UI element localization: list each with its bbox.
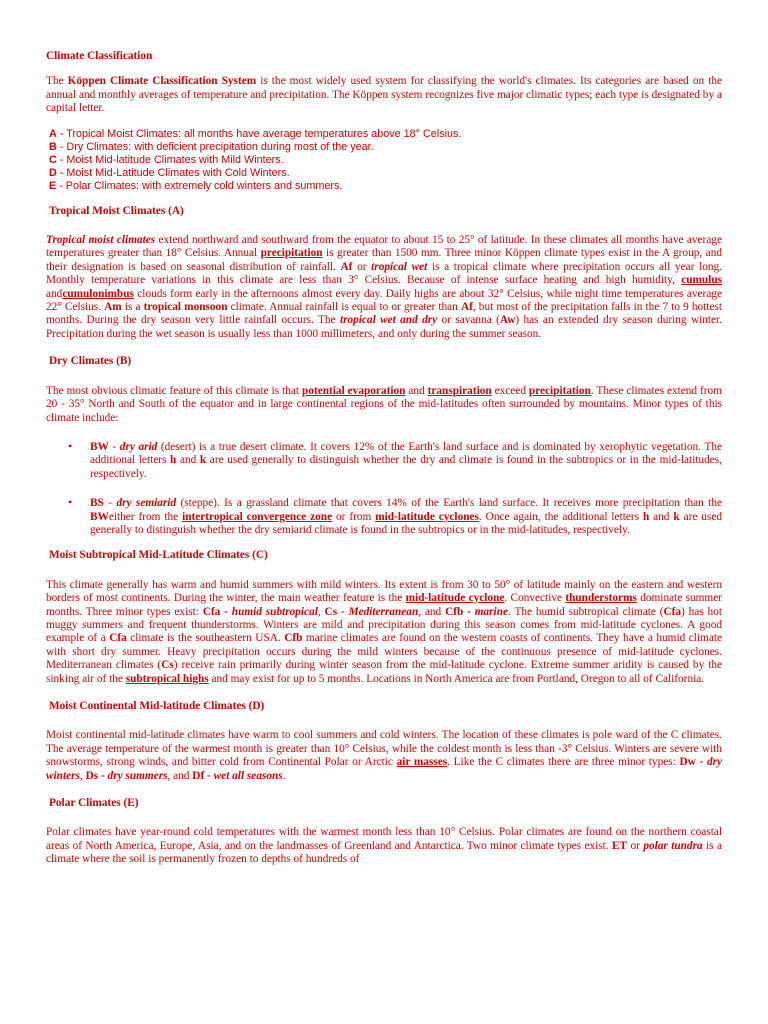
- tropical-paragraph: [46, 234, 722, 341]
- text: , and: [418, 605, 446, 618]
- term: marine: [474, 605, 508, 618]
- code: Cfb: [445, 605, 464, 618]
- type-description: - Dry Climates: with deficient precipitation during most of the year.: [56, 140, 374, 153]
- code: h: [642, 510, 650, 523]
- document-body: [46, 50, 722, 867]
- section-heading-dry: Dry Climates (B): [49, 355, 132, 368]
- text: Polar climates have year-round cold temperatures with the warmest month less than 10° Celsius. Polar climates are found on the northern coastal areas of North America, Europe, Asia, and on the landmasses of Greenland and Antarctica. Two minor climate types exist.: [46, 826, 722, 852]
- text: dominate summer months. Three minor types exist:: [46, 592, 722, 618]
- section-heading-tropical: Tropical Moist Climates (A): [49, 204, 184, 217]
- term: dry summers: [107, 769, 168, 782]
- term: dry semiarid: [116, 497, 177, 510]
- text: is a climate where the soil is permanently frozen to depths of hundreds of: [46, 839, 722, 866]
- type-letter: E: [49, 179, 57, 192]
- text: is a tropical climate where precipitation occurs all year long. Monthly temperature variations in this climate are less than 3° Celsius. Because of intense surface heating and high humidity,: [46, 260, 722, 287]
- text: or: [352, 260, 372, 273]
- climate-type-e: [46, 180, 722, 193]
- code: BS: [90, 497, 104, 510]
- list-item-bw: [46, 438, 723, 481]
- term: dry winters: [46, 756, 722, 782]
- text: are used generally to distinguish whether the dry and climate is found in the subtropics or in the mid-latitudes, respectively.: [90, 454, 723, 480]
- term: tropical wet and dry: [339, 314, 438, 327]
- term: Mediterranean: [348, 605, 419, 618]
- text: clouds form early in the afternoons almost every day. Daily highs are about 32° Celsius, while night time temperatures average 22° Celsius.: [46, 287, 722, 314]
- text: and: [176, 454, 200, 467]
- text: The: [46, 75, 68, 88]
- text: (steppe). Is a grassland climate that covers 14% of the Earth's land surface. It receives more precipitation than the: [176, 497, 722, 510]
- code: ET: [612, 839, 628, 852]
- text: -: [98, 769, 108, 782]
- link-air-masses[interactable]: air masses: [396, 756, 448, 769]
- term: polar tundra: [643, 839, 703, 852]
- link-precipitation[interactable]: precipitation: [260, 247, 323, 260]
- text: . Convective: [504, 592, 566, 605]
- code: Cfa: [663, 605, 682, 618]
- text: is the most widely used system for classifying the world's climates. Its categories are based on the annual and monthly averages of temperature and precipitation. The Köppen system recognizes five major climatic types; each type is designated by a capital letter.: [46, 75, 723, 115]
- code: Cfa: [202, 605, 221, 618]
- dry-subtypes-list: [46, 438, 723, 537]
- climate-type-list: [46, 128, 722, 193]
- section-heading-continental: Moist Continental Mid-latitude Climates (D): [49, 700, 265, 712]
- code: Df: [192, 769, 205, 782]
- text: -: [204, 769, 214, 782]
- text: -: [220, 605, 232, 618]
- text: The most obvious climatic feature of this climate is that: [46, 384, 303, 397]
- text: and: [46, 287, 63, 300]
- code: BW: [90, 440, 109, 453]
- term: tropical monsoon: [143, 301, 228, 314]
- text: and may exist for up to 5 months. Locations in North America are from Portland, Oregon to all of California.: [208, 672, 705, 685]
- code: Cfa: [109, 632, 127, 645]
- bullet-icon: •: [68, 495, 73, 510]
- text: extend northward and southward from the equator to about 15 to 25° of latitude. In these climates all months have average temperatures greater than 18° Celsius. Annual: [46, 234, 722, 260]
- type-letter: B: [49, 140, 57, 153]
- link-intertropical-convergence-zone[interactable]: intertropical convergence zone: [182, 510, 333, 523]
- text: ,: [79, 769, 86, 782]
- climate-type-d: [46, 167, 722, 180]
- text: . Like the C climates there are three minor types:: [447, 756, 680, 769]
- term: dry arid: [119, 440, 158, 453]
- text: . Once again, the additional letters: [478, 510, 643, 523]
- text: marine climates are found on the western coasts of continents. They have a humid climate with short dry summer. Heavy precipitation occurs during the mild winters because of the continuous presence of mid-latitude cyclones. Mediterranean climates (: [46, 632, 722, 672]
- link-cumulonimbus[interactable]: cumulonimbus: [62, 287, 134, 300]
- text: -: [108, 440, 120, 453]
- dry-paragraph: [46, 385, 722, 425]
- term: wet all seasons: [213, 769, 283, 782]
- code: Aw: [499, 314, 516, 327]
- text: (desert) is a true desert climate. It covers 12% of the Earth's land surface and is dominated by xerophytic vegetation. The additional letters: [90, 440, 722, 467]
- text: or savanna (: [437, 314, 500, 327]
- type-description: - Moist Mid-latitude Climates with Mild Winters.: [56, 153, 284, 166]
- subtropical-paragraph: [46, 579, 722, 686]
- code: Ds: [85, 769, 99, 782]
- term: humid subtropical: [231, 605, 318, 618]
- link-potential-evaporation[interactable]: potential evaporation: [302, 384, 406, 397]
- link-mid-latitude-cyclones[interactable]: mid-latitude cyclones: [375, 510, 479, 523]
- type-letter: A: [49, 127, 57, 140]
- code: Cs: [161, 659, 174, 672]
- link-mid-latitude-cyclone[interactable]: mid-latitude cyclone: [405, 592, 505, 605]
- term: tropical wet: [371, 260, 428, 273]
- code: k: [673, 510, 680, 523]
- type-description: - Tropical Moist Climates: all months have average temperatures above 18° Celsius.: [56, 127, 462, 140]
- bullet-icon: •: [68, 438, 73, 453]
- text: .: [282, 769, 286, 782]
- climate-type-c: [46, 154, 722, 167]
- text: . These climates extend from 20 - 35° North and South of the equator and in large continental regions of the mid-latitudes often surrounded by mountains. Minor types of this climate include:: [46, 384, 722, 424]
- text: is a: [121, 301, 144, 314]
- section-heading-subtropical: Moist Subtropical Mid-Latitude Climates (C): [49, 549, 268, 562]
- term: Tropical moist climates: [46, 234, 156, 247]
- text: and: [649, 510, 674, 523]
- text: ,: [317, 605, 325, 618]
- code: h: [170, 454, 177, 467]
- link-transpiration[interactable]: transpiration: [427, 384, 492, 397]
- type-letter: C: [49, 153, 57, 166]
- document-title: Climate Classification: [46, 50, 153, 62]
- code: Dw: [679, 756, 696, 769]
- text: either from the: [108, 510, 183, 523]
- polar-paragraph: [46, 826, 722, 866]
- text: -: [103, 497, 117, 510]
- type-letter: D: [49, 166, 57, 179]
- text: ) has an extended dry season during winter. Precipitation during the wet season is usually less than 1000 millimeters, and only during the summer season.: [46, 314, 722, 340]
- text: are used generally to distinguish whether the dry semiarid climate is found in the subtropics or in the mid-latitudes, respectively.: [90, 510, 722, 536]
- text: . The humid subtropical climate (: [508, 605, 664, 618]
- climate-type-b: [46, 141, 722, 154]
- text: climate. Annual rainfall is equal to or greater than: [227, 301, 461, 314]
- text: Moist continental mid-latitude climates have warm to cool summers and cold winters. The location of these climates is pole ward of the C climates. The average temperature of the warmest month is greater than 10° Celsius, while the coldest month is less than -3° Celsius. Winters are severe with snowstorms, strong winds, and bitter cold from Continental Polar or Arctic: [46, 729, 722, 769]
- code: Cs: [324, 605, 338, 618]
- code: BW: [90, 510, 109, 523]
- text: or: [627, 839, 644, 852]
- text: exceed: [491, 384, 529, 397]
- text: or from: [332, 510, 376, 523]
- text: -: [463, 605, 475, 618]
- code: Af: [340, 260, 353, 273]
- continental-paragraph: [46, 729, 722, 783]
- text: This climate generally has warm and humid summers with mild winters. Its extent is from 30 to 50° of latitude mainly on the eastern and western borders of most continents. During the winter, the main weather feature is the: [46, 578, 722, 605]
- type-description: - Moist Mid-Latitude Climates with Cold Winters.: [56, 166, 290, 179]
- text: , but most of the precipitation falls in the 7 to 9 hottest months. During the dry season very little rainfall occurs. The: [46, 301, 722, 327]
- text: -: [337, 605, 349, 618]
- list-item-bs: [46, 497, 722, 537]
- text: -: [695, 756, 707, 769]
- text: ) has hot muggy summers and frequent thunderstorms. Winters are mild and precipitation during this season comes from mid-latitude cyclones. A good example of a: [46, 605, 722, 645]
- type-description: - Polar Climates: with extremely cold winters and summers.: [56, 179, 343, 192]
- link-precipitation[interactable]: precipitation: [528, 384, 591, 397]
- intro-paragraph: [46, 75, 722, 115]
- text: ) receive rain primarily during winter season from the mid-latitude cyclone. Extreme summer aridity is caused by the sinking air of the: [46, 659, 722, 685]
- link-subtropical-highs[interactable]: subtropical highs: [125, 672, 209, 685]
- text: is greater than 1500 mm. Three minor Köppen climate types exist in the A group, and their designation is based on seasonal distribution of rainfall.: [46, 247, 722, 273]
- list-spacer: [46, 481, 722, 497]
- code: Af: [460, 301, 473, 314]
- code: k: [199, 454, 207, 467]
- climate-type-a: [46, 128, 722, 141]
- code: Cfb: [284, 632, 303, 645]
- code: Am: [104, 301, 122, 314]
- link-thunderstorms[interactable]: thunderstorms: [565, 592, 637, 605]
- system-name: Köppen Climate Classification System: [67, 75, 257, 88]
- link-cumulus[interactable]: cumulus: [681, 274, 722, 287]
- section-heading-polar: Polar Climates (E): [49, 797, 139, 810]
- text: and: [405, 384, 428, 397]
- text: climate is the southeastern USA.: [126, 632, 285, 645]
- text: , and: [167, 769, 193, 782]
